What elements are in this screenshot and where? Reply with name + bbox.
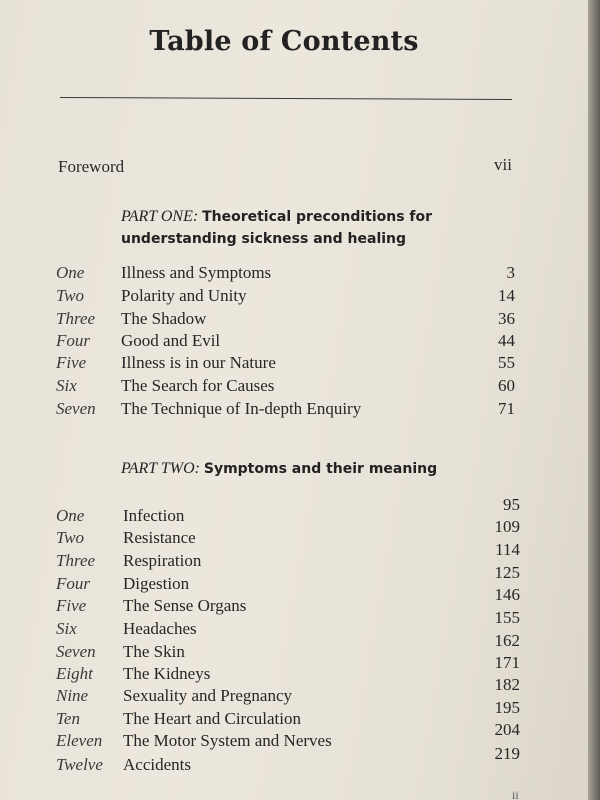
chapter-page: 14 bbox=[498, 286, 515, 305]
chapter-number: Seven bbox=[56, 399, 96, 418]
chapter-page: 55 bbox=[498, 353, 515, 372]
chapter-number: One bbox=[56, 263, 85, 282]
chapter-number: Twelve bbox=[56, 755, 103, 774]
chapter-title: Headaches bbox=[123, 619, 197, 638]
part-two-title: Symptoms and their meaning bbox=[203, 461, 438, 477]
toc-entry bbox=[0, 309, 588, 331]
next-page-edge bbox=[588, 0, 600, 800]
chapter-page: 171 bbox=[494, 653, 520, 672]
chapter-number: Six bbox=[56, 619, 77, 638]
chapter-title: Infection bbox=[123, 506, 185, 525]
chapter-page: 44 bbox=[498, 331, 515, 350]
chapter-title: Digestion bbox=[123, 574, 190, 593]
title-divider bbox=[60, 97, 512, 100]
chapter-number: Two bbox=[56, 286, 85, 305]
page-footer: ii bbox=[512, 788, 519, 800]
chapter-title: The Sense Organs bbox=[123, 596, 247, 615]
chapter-number: Five bbox=[56, 596, 87, 615]
chapter-title: Illness and Symptoms bbox=[121, 263, 272, 282]
chapter-title: Respiration bbox=[123, 551, 202, 570]
chapter-title: The Heart and Circulation bbox=[123, 709, 301, 728]
chapter-number: Ten bbox=[56, 709, 80, 728]
chapter-number: Nine bbox=[56, 686, 89, 705]
toc-entry bbox=[0, 376, 588, 398]
toc-entry bbox=[0, 353, 588, 375]
foreword-label: Foreword bbox=[58, 157, 125, 176]
chapter-page: 60 bbox=[498, 376, 515, 395]
chapter-page: 95 bbox=[503, 495, 520, 514]
chapter-title: The Shadow bbox=[121, 309, 207, 328]
toc-entry bbox=[0, 263, 588, 285]
chapter-page: 125 bbox=[494, 563, 520, 582]
chapter-number: Four bbox=[56, 574, 90, 593]
chapter-page: 36 bbox=[498, 309, 515, 328]
chapter-page: 195 bbox=[494, 698, 520, 717]
part-two-label: PART TWO: bbox=[121, 460, 200, 477]
toc-entry bbox=[0, 331, 588, 353]
chapter-page: 219 bbox=[494, 744, 520, 763]
chapter-page: 204 bbox=[494, 720, 520, 739]
chapter-title: The Motor System and Nerves bbox=[123, 731, 332, 750]
page-title: Table of Contents bbox=[149, 26, 419, 57]
chapter-number: Four bbox=[56, 331, 90, 350]
chapter-page: 162 bbox=[494, 631, 520, 650]
chapter-page: 182 bbox=[494, 675, 520, 694]
chapter-title: The Search for Causes bbox=[121, 376, 275, 395]
chapter-title: Good and Evil bbox=[121, 331, 221, 350]
chapter-title: Sexuality and Pregnancy bbox=[123, 686, 293, 705]
chapter-title: Resistance bbox=[123, 528, 196, 547]
chapter-title: Illness is in our Nature bbox=[121, 353, 276, 372]
chapter-title: The Technique of In-depth Enquiry bbox=[121, 399, 362, 418]
chapter-page: 3 bbox=[506, 263, 515, 282]
toc-entry bbox=[0, 399, 588, 421]
chapter-number: Two bbox=[56, 528, 85, 547]
chapter-title: The Skin bbox=[123, 642, 185, 661]
chapter-page: 114 bbox=[495, 540, 520, 559]
part-one-heading bbox=[121, 206, 501, 250]
chapter-title: The Kidneys bbox=[123, 664, 211, 683]
chapter-number: Seven bbox=[56, 642, 96, 661]
chapter-number: Five bbox=[56, 353, 87, 372]
part-two-heading bbox=[121, 458, 501, 480]
part-one-label: PART ONE: bbox=[121, 208, 199, 225]
chapter-number: Three bbox=[56, 309, 96, 328]
chapter-number: Six bbox=[56, 376, 77, 395]
toc-entry bbox=[0, 744, 588, 777]
foreword-page-number: vii bbox=[494, 155, 512, 174]
chapter-title: Polarity and Unity bbox=[121, 286, 247, 305]
toc-entry bbox=[0, 286, 588, 308]
chapter-number: Eleven bbox=[56, 731, 103, 750]
chapter-page: 146 bbox=[494, 585, 520, 604]
chapter-page: 109 bbox=[494, 517, 520, 536]
chapter-title: Accidents bbox=[123, 755, 191, 774]
chapter-page: 71 bbox=[498, 399, 515, 418]
part-one-title: Theoretical preconditions for understanding sickness and healing bbox=[121, 209, 433, 247]
chapter-page: 155 bbox=[494, 608, 520, 627]
chapter-number: Eight bbox=[56, 664, 93, 683]
chapter-number: One bbox=[56, 506, 85, 525]
chapter-number: Three bbox=[56, 551, 96, 570]
